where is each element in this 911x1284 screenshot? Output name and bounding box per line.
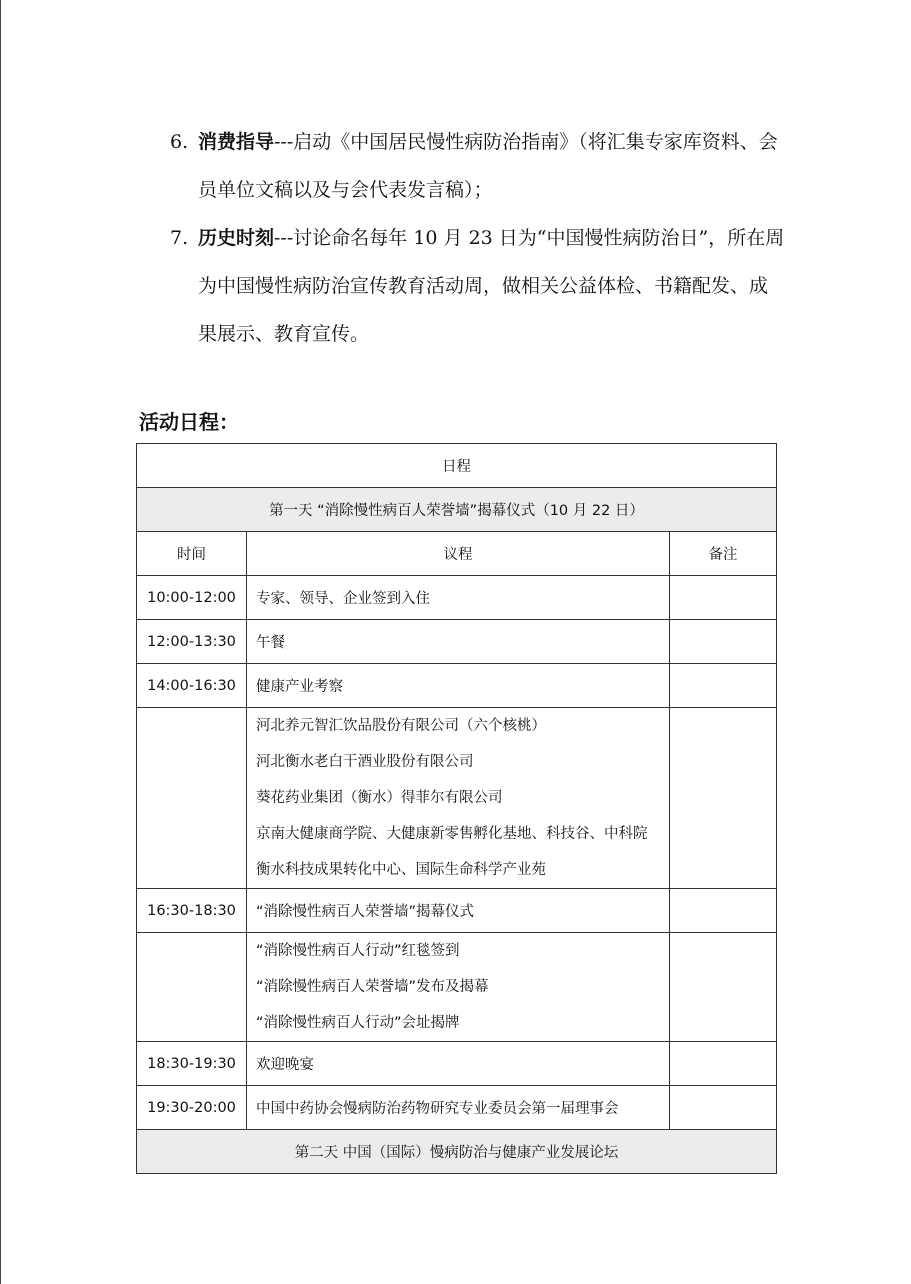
agenda-line: 河北养元智汇饮品股份有限公司（六个核桃） [256, 718, 546, 734]
agenda-cell: “消除慢性病百人荣誉墙”揭幕仪式 [247, 889, 670, 933]
column-header-agenda: 议程 [247, 532, 670, 576]
list-item-text: ---讨论命名每年 10 月 23 日为“中国慢性病防治日”，所在周为中国慢性病防治宣传教育活动周，做相关公益体检、书籍配发、成果展示、教育宣传。 [198, 227, 785, 345]
day1-row [137, 488, 777, 532]
header-row [137, 532, 777, 576]
agenda-line: 京南大健康商学院、大健康新零售孵化基地、科技谷、中科院衡水科技成果转化中心、国际生命科学产业苑 [256, 826, 648, 878]
agenda-cell [247, 708, 670, 889]
schedule-heading: 活动日程： [139, 410, 239, 434]
time-cell: 16:30-18:30 [137, 889, 247, 933]
agenda-line: 葵花药业集团（衡水）得菲尔有限公司 [256, 790, 503, 806]
table-row [137, 664, 777, 708]
table-row [137, 1042, 777, 1086]
time-cell: 19:30-20:00 [137, 1086, 247, 1130]
agenda-line: “消除慢性病百人行动”会址揭牌 [256, 1015, 460, 1031]
column-header-notes: 备注 [670, 532, 777, 576]
page-left-border [0, 0, 1, 1284]
agenda-line: 河北衡水老白干酒业股份有限公司 [256, 754, 474, 770]
table-row [137, 576, 777, 620]
day2-row [137, 1130, 777, 1174]
day2-heading: 第二天 中国（国际）慢病防治与健康产业发展论坛 [137, 1130, 777, 1174]
agenda-cell: 欢迎晚宴 [247, 1042, 670, 1086]
notes-cell [670, 620, 777, 664]
time-cell [137, 708, 247, 889]
table-row [137, 889, 777, 933]
notes-cell [670, 708, 777, 889]
time-cell: 10:00-12:00 [137, 576, 247, 620]
list-item-7 [170, 214, 785, 358]
time-cell: 14:00-16:30 [137, 664, 247, 708]
schedule-table [136, 443, 777, 1174]
agenda-cell: 中国中药协会慢病防治药物研究专业委员会第一届理事会 [247, 1086, 670, 1130]
table-title-row [137, 444, 777, 488]
list-number: 7. [170, 227, 189, 249]
notes-cell [670, 576, 777, 620]
table-row [137, 708, 777, 889]
notes-cell [670, 889, 777, 933]
day1-heading: 第一天 “消除慢性病百人荣誉墙”揭幕仪式（10 月 22 日） [137, 488, 777, 532]
table-row [137, 620, 777, 664]
agenda-cell: 专家、领导、企业签到入住 [247, 576, 670, 620]
time-cell [137, 933, 247, 1042]
table-row [137, 933, 777, 1042]
column-header-time: 时间 [137, 532, 247, 576]
notes-cell [670, 1042, 777, 1086]
list-item-6 [170, 118, 785, 214]
list-number: 6. [170, 131, 189, 153]
table-title: 日程 [137, 444, 777, 488]
agenda-cell: 午餐 [247, 620, 670, 664]
agenda-cell: 健康产业考察 [247, 664, 670, 708]
time-cell: 18:30-19:30 [137, 1042, 247, 1086]
agenda-cell [247, 933, 670, 1042]
notes-cell [670, 1086, 777, 1130]
table-row [137, 1086, 777, 1130]
numbered-list [170, 118, 785, 358]
notes-cell [670, 933, 777, 1042]
agenda-line: “消除慢性病百人荣誉墙”发布及揭幕 [256, 979, 489, 995]
list-item-lead: 消费指导 [198, 131, 275, 153]
list-item-lead: 历史时刻 [198, 227, 275, 249]
notes-cell [670, 664, 777, 708]
list-item-text: ---启动《中国居民慢性病防治指南》（将汇集专家库资料、会员单位文稿以及与会代表发言稿）； [198, 131, 778, 201]
time-cell: 12:00-13:30 [137, 620, 247, 664]
agenda-line: “消除慢性病百人行动”红毯签到 [256, 943, 460, 959]
